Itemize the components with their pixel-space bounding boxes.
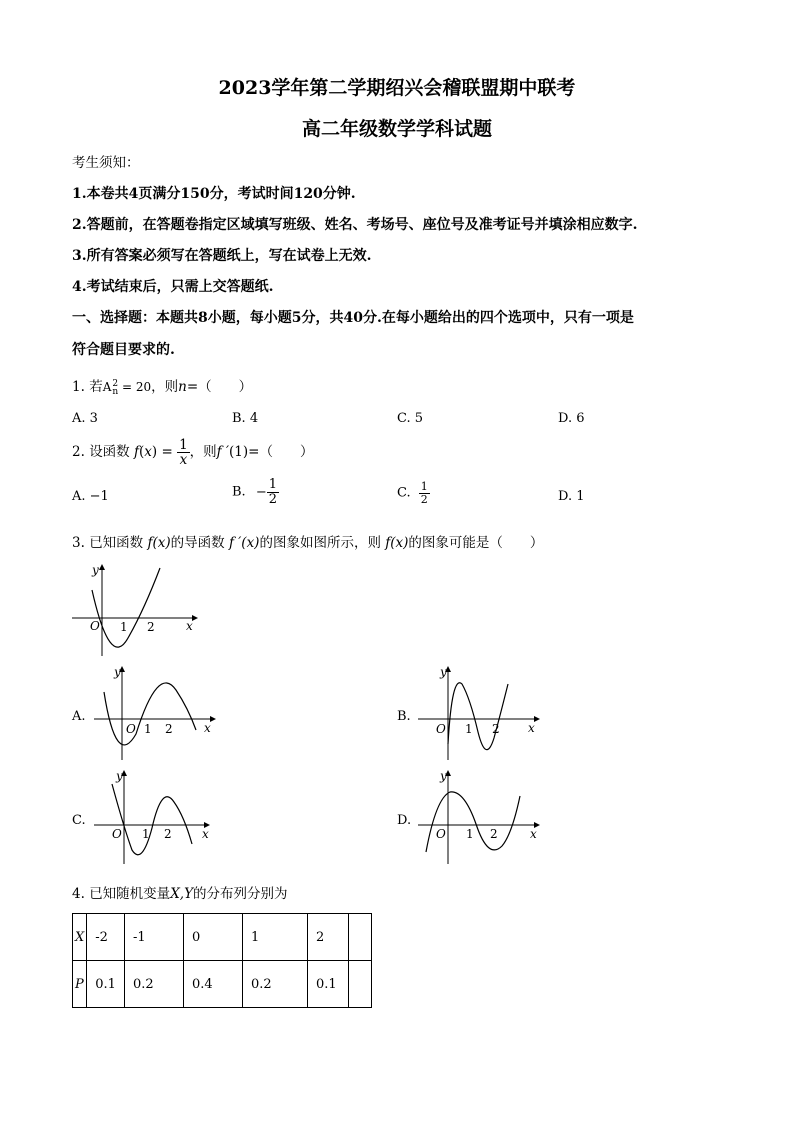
q2-frac-den: x [179, 452, 188, 469]
value-cell: 0 [183, 914, 242, 961]
q3-mid1: 的导函数 [170, 535, 225, 551]
table-row-values [73, 914, 372, 961]
q2-option-d[interactable]: D. 1 [558, 489, 585, 504]
graph-origin-label: O [436, 827, 446, 841]
q3-option-a-graph[interactable] [92, 664, 222, 764]
question-3 [72, 531, 543, 551]
q2-option-b[interactable] [232, 478, 279, 506]
q3-mid2: 的图象如图所示，则 [259, 535, 381, 551]
q3-arg3: (x) [390, 535, 409, 551]
graph-y-label: y [440, 769, 447, 783]
q1-option-b[interactable]: B. 4 [232, 411, 259, 426]
graph-origin-label: O [112, 827, 122, 841]
q2-rparen: ) [151, 444, 158, 461]
value-cell: -1 [124, 914, 183, 961]
value-cell: -2 [87, 914, 125, 961]
section-heading-line1: 一、选择题：本题共8小题，每小题5分，共40分.在每小题给出的四个选项中，只有一项是 [72, 310, 634, 326]
section-heading-line2: 符合题目要求的. [72, 342, 175, 358]
q2-derivative: f ′ [216, 444, 230, 461]
exam-subtitle: 高二年级数学学科试题 [301, 118, 492, 140]
q2-option-b-den: 2 [268, 491, 278, 507]
graph-tick-1: 1 [465, 722, 473, 736]
prob-cell: 0.2 [124, 961, 183, 1008]
value-cell: 1 [242, 914, 307, 961]
q3-f1: f [147, 535, 153, 551]
q3-f2: f ′ [228, 535, 242, 551]
q2-option-b-label: B. [232, 484, 246, 500]
x-axis-arrow [210, 716, 216, 722]
graph-tick-1: 1 [144, 722, 152, 736]
graph-x-label: x [202, 827, 209, 841]
prob-cell: 0.1 [307, 961, 348, 1008]
q2-option-c-num: 1 [420, 480, 428, 493]
graph-tick-1: 1 [120, 620, 128, 634]
graph-x-label: x [530, 827, 537, 841]
q2-function: f [133, 444, 139, 461]
q3-option-b[interactable]: B. [397, 709, 411, 724]
q2-lparen: ( [138, 444, 145, 461]
q1-number: 1. [72, 379, 85, 395]
q3-option-d[interactable]: D. [397, 813, 412, 828]
exam-title: 2023学年第二学期绍兴会稽联盟期中联考 [218, 77, 576, 99]
q2-number: 2. [72, 444, 85, 461]
q3-arg2: (x) [241, 535, 260, 551]
notice-item-2: 2.答题前，在答题卷指定区域填写班级、姓名、考场号、座位号及准考证号并填涂相应数字. [72, 217, 638, 233]
option-d-curve [426, 792, 520, 852]
q2-variable: x [144, 444, 152, 461]
notice-item-1: 1.本卷共4页满分150分，考试时间120分钟. [72, 186, 356, 202]
q2-option-c-den: 2 [420, 492, 428, 506]
q3-option-a[interactable]: A. [72, 709, 86, 724]
q1-option-d[interactable]: D. 6 [558, 411, 585, 426]
graph-x-label: x [186, 619, 193, 633]
q1-suffix: =（ ） [186, 379, 253, 395]
q4-prefix: 已知随机变量 [89, 886, 171, 902]
value-cell: 2 [307, 914, 348, 961]
table-row-probs [73, 961, 372, 1008]
notice-item-4: 4.考试结束后，只需上交答题纸. [72, 279, 274, 295]
graph-tick-2: 2 [490, 827, 498, 841]
graph-tick-1: 1 [466, 827, 474, 841]
q4-variables: X,Y [170, 886, 194, 902]
graph-origin-label: O [90, 619, 100, 633]
graph-y-label: y [92, 563, 99, 577]
q1-perm-symbol: A [102, 380, 112, 394]
q1-option-a[interactable]: A. 3 [72, 411, 98, 426]
q1-equation: = 20 [121, 380, 152, 394]
question-1 [72, 375, 252, 396]
q2-argument: (1) [229, 444, 249, 461]
q2-fraction [177, 438, 190, 467]
prob-cell: 0.2 [242, 961, 307, 1008]
q1-perm-sup: 2 [112, 378, 119, 389]
q4-suffix: 的分布列分别为 [193, 886, 288, 902]
graph-tick-2: 2 [165, 722, 173, 736]
notice-heading: 考生须知： [72, 155, 140, 171]
q1-mid: ，则 [151, 379, 179, 395]
derivative-graph [70, 560, 200, 660]
q1-variable: n [178, 379, 187, 395]
graph-y-label: y [114, 665, 121, 679]
graph-tick-2: 2 [164, 827, 172, 841]
graph-tick-1: 1 [142, 827, 150, 841]
q3-suffix: 的图象可能是（ ） [408, 535, 544, 551]
graph-origin-label: O [126, 722, 136, 736]
q4-number: 4. [72, 886, 85, 902]
empty-cell [348, 914, 371, 961]
q2-option-a[interactable]: A. −1 [72, 489, 109, 504]
graph-tick-2: 2 [492, 722, 500, 736]
q3-f3: f [385, 535, 391, 551]
q2-option-c-fraction [419, 481, 430, 505]
q3-option-d-graph[interactable] [416, 768, 546, 868]
y-axis-arrow [99, 564, 105, 570]
graph-x-label: x [528, 721, 535, 735]
q1-permutation [102, 378, 152, 397]
q3-option-c-graph[interactable] [92, 768, 222, 868]
prob-cell: 0.4 [183, 961, 242, 1008]
q2-option-c-label: C. [397, 485, 411, 501]
notice-item-3: 3.所有答案必须写在答题纸上，写在试卷上无效. [72, 248, 372, 264]
empty-cell [348, 961, 371, 1008]
q3-option-b-graph[interactable] [416, 664, 546, 764]
q1-option-c[interactable]: C. 5 [397, 411, 424, 426]
q3-number: 3. [72, 535, 85, 551]
q2-frac-num: 1 [179, 437, 188, 453]
q2-option-b-sign: − [255, 484, 267, 500]
q3-arg1: (x) [152, 535, 171, 551]
q2-suffix: =（ ） [248, 444, 314, 461]
graph-x-label: x [204, 721, 211, 735]
q2-option-b-fraction [267, 478, 279, 506]
distribution-table [72, 913, 372, 1008]
graph-y-label: y [116, 769, 123, 783]
graph-y-label: y [440, 665, 447, 679]
row-head-p: P [73, 961, 87, 1008]
q2-option-c[interactable] [397, 481, 430, 505]
q3-option-c[interactable]: C. [72, 813, 86, 828]
graph-origin-label: O [436, 722, 446, 736]
q2-prefix: 设函数 [89, 444, 130, 461]
q2-mid: ，则 [189, 444, 217, 461]
q2-option-b-num: 1 [268, 477, 278, 492]
option-b-curve [448, 683, 508, 750]
q1-prefix: 若 [89, 379, 103, 395]
question-4 [72, 882, 288, 902]
row-head-x: X [73, 914, 87, 961]
prob-cell: 0.1 [87, 961, 125, 1008]
question-2 [72, 438, 313, 467]
graph-tick-2: 2 [147, 620, 155, 634]
q3-prefix: 已知函数 [89, 535, 144, 551]
q2-equals: = [161, 444, 173, 461]
x-axis-arrow [192, 615, 198, 621]
x-axis-arrow [534, 716, 540, 722]
q1-perm-sub: n [112, 386, 119, 397]
